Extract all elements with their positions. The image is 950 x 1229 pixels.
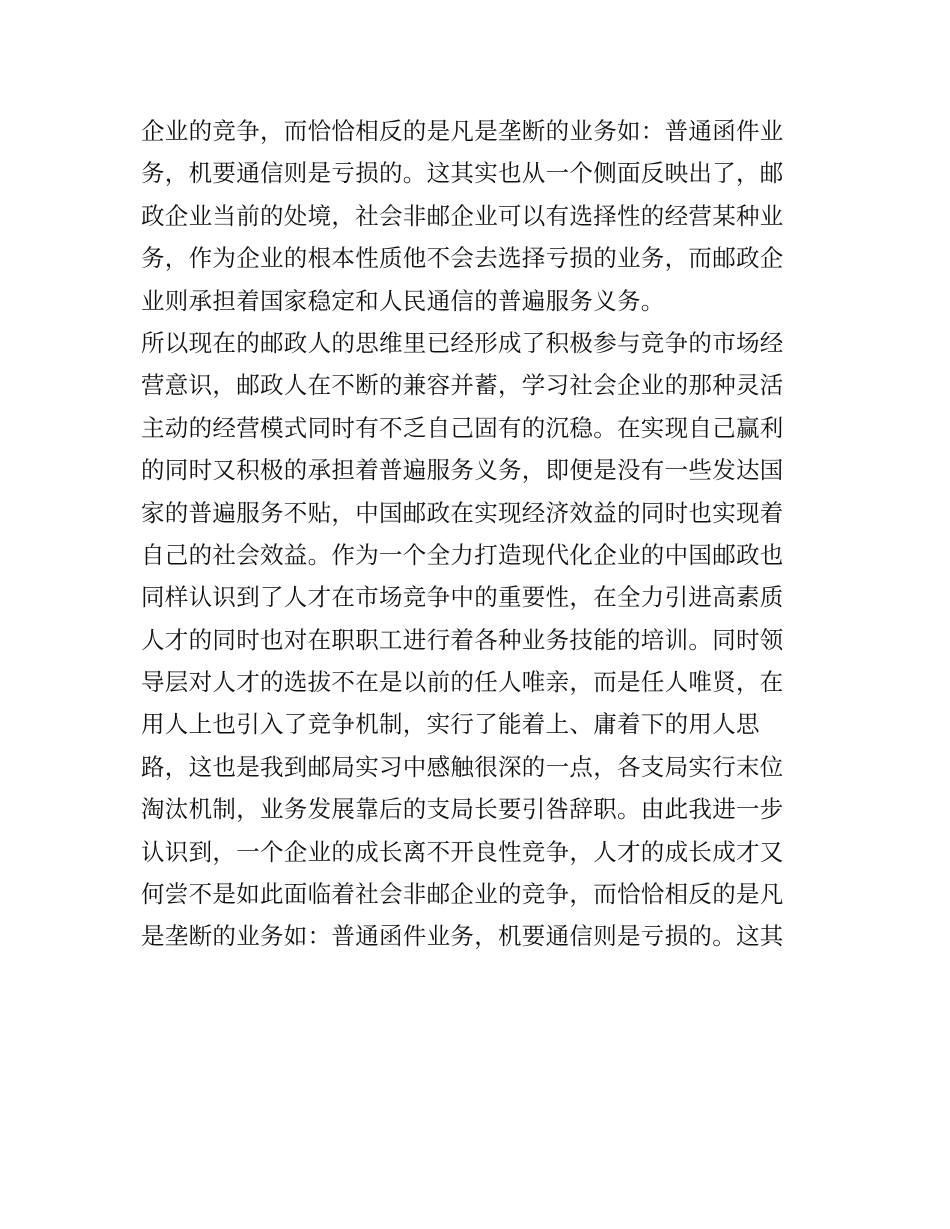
text-line: 营意识，邮政人在不断的兼容并蓄，学习社会企业的那种灵活 [141,371,784,400]
text-line: 务，机要通信则是亏损的。这其实也从一个侧面反映出了，邮 [141,159,784,188]
text-line: 业则承担着国家稳定和人民通信的普遍服务义务。 [141,286,665,315]
text-line: 导层对人才的选拔不在是以前的任人唯亲，而是任人唯贤，在 [141,668,784,697]
text-line: 务，作为企业的根本性质他不会去选择亏损的业务，而邮政企 [141,244,784,273]
text-line: 的同时又积极的承担着普遍服务义务，即便是没有一些发达国 [141,456,784,485]
text-line: 政企业当前的处境，社会非邮企业可以有选择性的经营某种业 [141,201,784,230]
text-line: 是垄断的业务如：普通函件业务，机要通信则是亏损的。这其 [141,922,784,951]
text-line: 路，这也是我到邮局实习中感触很深的一点，各支局实行末位 [141,752,784,781]
text-line: 企业的竞争，而恰恰相反的是凡是垄断的业务如：普通函件业 [141,117,784,145]
text-line: 同样认识到了人才在市场竞争中的重要性，在全力引进高素质 [141,583,784,612]
text-line: 用人上也引入了竞争机制，实行了能着上、庸着下的用人思 [141,710,760,739]
text-line: 所以现在的邮政人的思维里已经形成了积极参与竞争的市场经 [141,328,784,357]
text-line: 何尝不是如此面临着社会非邮企业的竞争，而恰恰相反的是凡 [141,880,784,909]
text-line: 主动的经营模式同时有不乏自己固有的沉稳。在实现自己赢利 [141,413,784,442]
text-line: 人才的同时也对在职职工进行着各种业务技能的培训。同时领 [141,625,784,654]
text-line: 家的普遍服务不贴，中国邮政在实现经济效益的同时也实现着 [141,498,784,527]
body-text [141,110,811,958]
text-line: 自己的社会效益。作为一个全力打造现代化企业的中国邮政也 [141,540,784,569]
text-line: 认识到，一个企业的成长离不开良性竞争，人才的成长成才又 [141,837,784,866]
text-line: 淘汰机制，业务发展靠后的支局长要引咎辞职。由此我进一步 [141,795,784,824]
